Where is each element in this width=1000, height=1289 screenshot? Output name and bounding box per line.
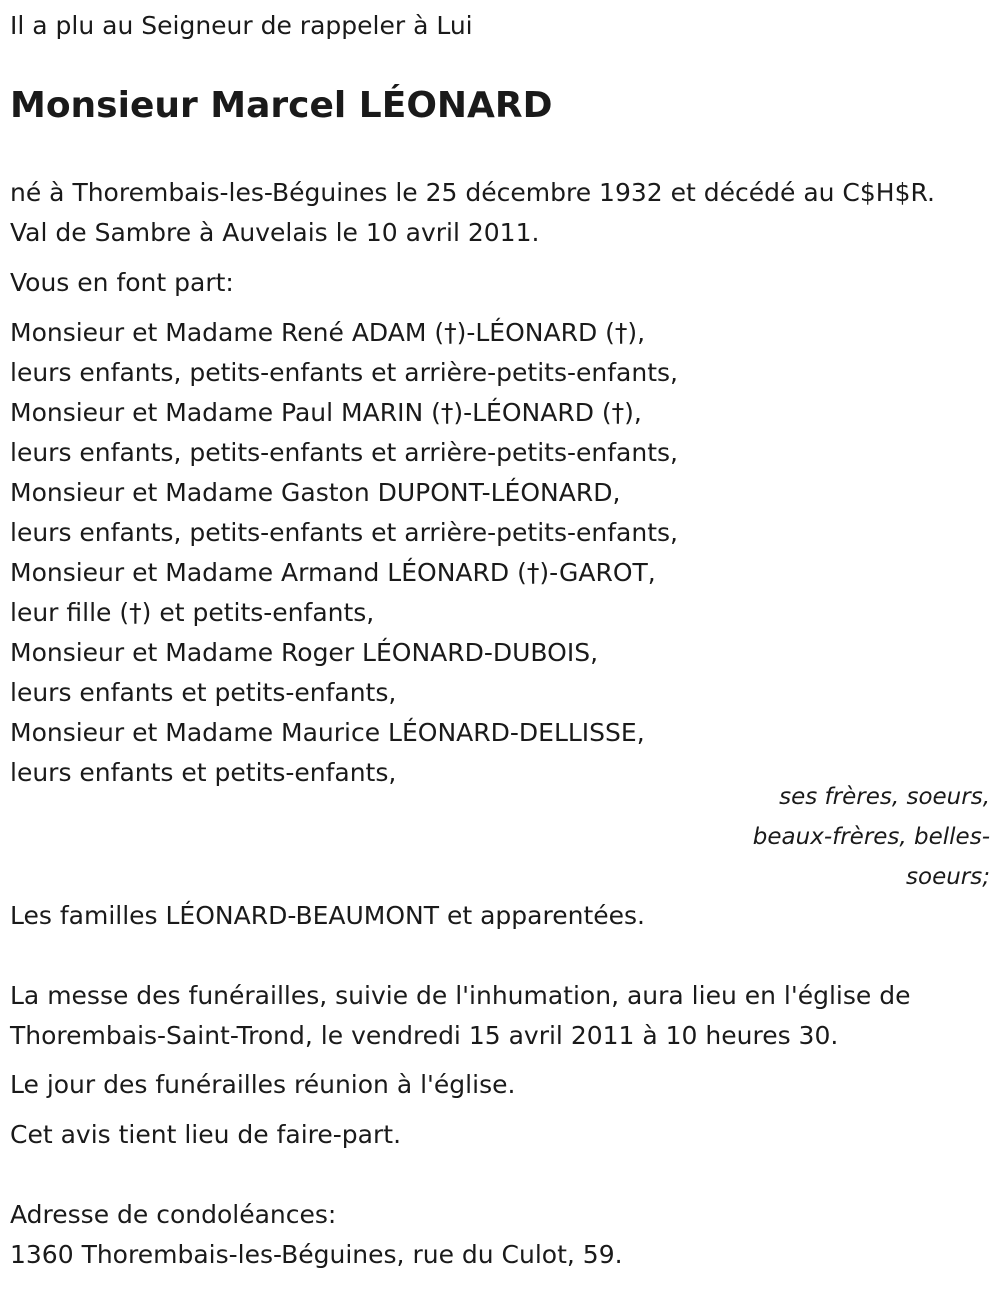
family-line: leurs enfants et petits-enfants, <box>10 758 397 787</box>
family-list <box>10 313 678 793</box>
condolences-label: Adresse de condoléances: <box>10 1200 337 1229</box>
families-text: Les familles LÉONARD-BEAUMONT et apparentées. <box>10 901 645 930</box>
family-line: leurs enfants et petits-enfants, <box>10 678 397 707</box>
family-line: Monsieur et Madame Maurice LÉONARD-DELLISSE, <box>10 718 645 747</box>
deceased-name: Monsieur Marcel LÉONARD <box>10 85 553 126</box>
family-line: Monsieur et Madame René ADAM (†)-LÉONARD (†), <box>10 318 646 347</box>
family-line: leur fille (†) et petits-enfants, <box>10 598 375 627</box>
intro-text: Il a plu au Seigneur de rappeler à Lui <box>10 11 473 40</box>
relation-note-line: ses frères, soeurs, <box>779 784 990 810</box>
family-line: leurs enfants, petits-enfants et arrière-petits-enfants, <box>10 518 678 547</box>
funeral-block <box>10 976 910 1056</box>
birth-death-block <box>10 173 935 253</box>
condolences-block <box>10 1195 623 1275</box>
relation-note-line: beaux-frères, belles- <box>752 824 990 850</box>
funeral-line: La messe des funérailles, suivie de l'inhumation, aura lieu en l'église de <box>10 981 911 1010</box>
family-line: Monsieur et Madame Roger LÉONARD-DUBOIS, <box>10 638 599 667</box>
birth-death-line: né à Thorembais-les-Béguines le 25 décembre 1932 et décédé au C$H$R. <box>10 178 935 207</box>
family-line: leurs enfants, petits-enfants et arrière-petits-enfants, <box>10 358 678 387</box>
meeting-text: Le jour des funérailles réunion à l'église. <box>10 1070 516 1099</box>
family-line: leurs enfants, petits-enfants et arrière-petits-enfants, <box>10 438 678 467</box>
condolences-address: 1360 Thorembais-les-Béguines, rue du Culot, 59. <box>10 1240 623 1269</box>
family-line: Monsieur et Madame Paul MARIN (†)-LÉONARD (†), <box>10 398 642 427</box>
relation-note <box>753 777 990 897</box>
notice-text: Cet avis tient lieu de faire-part. <box>10 1120 402 1149</box>
family-line: Monsieur et Madame Gaston DUPONT-LÉONARD, <box>10 478 621 507</box>
relation-note-line: soeurs; <box>906 864 990 890</box>
announce-text: Vous en font part: <box>10 268 234 297</box>
family-line: Monsieur et Madame Armand LÉONARD (†)-GAROT, <box>10 558 656 587</box>
birth-death-line: Val de Sambre à Auvelais le 10 avril 2011. <box>10 218 540 247</box>
funeral-line: Thorembais-Saint-Trond, le vendredi 15 avril 2011 à 10 heures 30. <box>10 1021 839 1050</box>
